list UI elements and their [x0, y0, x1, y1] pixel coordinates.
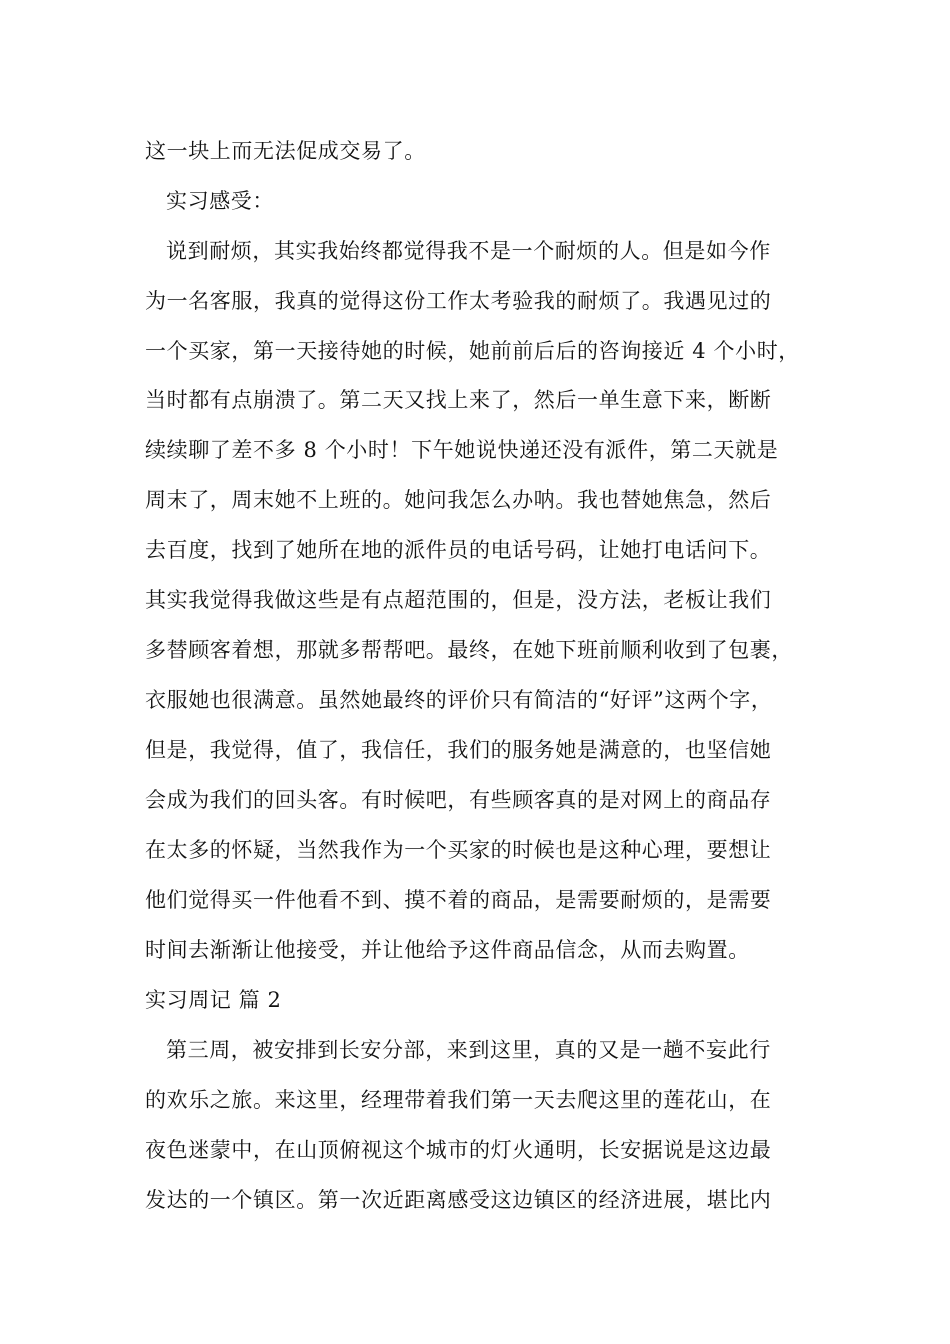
text-line-20: 的欢乐之旅。来这里，经理带着我们第一天去爬这里的莲花山，在 — [145, 1088, 772, 1112]
text-line-1: 这一块上而无法促成交易了。 — [145, 139, 426, 163]
text-line-5: 一个买家，第一天接待她的时候，她前前后后的咨询接近 4 个小时， — [145, 339, 800, 363]
text-line-6: 当时都有点崩溃了。第二天又找上来了，然后一单生意下来，断断 — [145, 388, 772, 412]
text-line-16: 他们觉得买一件他看不到、摸不着的商品，是需要耐烦的，是需要 — [145, 888, 772, 912]
text-line-11: 多替顾客着想，那就多帮帮吧。最终，在她下班前顺利收到了包裹， — [145, 638, 793, 662]
text-line-21: 夜色迷蒙中，在山顶俯视这个城市的灯火通明，长安据说是这边最 — [145, 1138, 772, 1162]
text-line-7: 续续聊了差不多 8 个小时！下午她说快递还没有派件，第二天就是 — [145, 438, 779, 462]
text-line-9: 去百度，找到了她所在地的派件员的电话号码，让她打电话问下。 — [145, 538, 772, 562]
section-heading-weekly-journal-2: 实习周记 篇 2 — [145, 988, 282, 1012]
text-line-17: 时间去渐渐让他接受，并让他给予这件商品信念，从而去购置。 — [145, 938, 750, 962]
text-line-13: 但是，我觉得，值了，我信任，我们的服务她是满意的，也坚信她 — [145, 738, 772, 762]
text-line-10: 其实我觉得我做这些是有点超范围的，但是，没方法，老板让我们 — [145, 588, 772, 612]
text-line-14: 会成为我们的回头客。有时候吧，有些顾客真的是对网上的商品存 — [145, 788, 772, 812]
text-line-22: 发达的一个镇区。第一次近距离感受这边镇区的经济进展，堪比内 — [145, 1188, 772, 1212]
text-line-4: 为一名客服，我真的觉得这份工作太考验我的耐烦了。我遇见过的 — [145, 289, 772, 313]
text-line-8: 周末了，周末她不上班的。她问我怎么办呐。我也替她焦急，然后 — [145, 488, 772, 512]
text-line-15: 在太多的怀疑，当然我作为一个买家的时候也是这种心理，要想让 — [145, 838, 772, 862]
text-line-3: 说到耐烦，其实我始终都觉得我不是一个耐烦的人。但是如今作 — [166, 239, 771, 263]
section-label-internship-feelings: 实习感受： — [166, 189, 274, 213]
text-line-12: 衣服她也很满意。虽然她最终的评价只有简洁的“好评”这两个字， — [145, 688, 773, 712]
text-line-19: 第三周，被安排到长安分部，来到这里，真的又是一趟不妄此行 — [166, 1038, 771, 1062]
